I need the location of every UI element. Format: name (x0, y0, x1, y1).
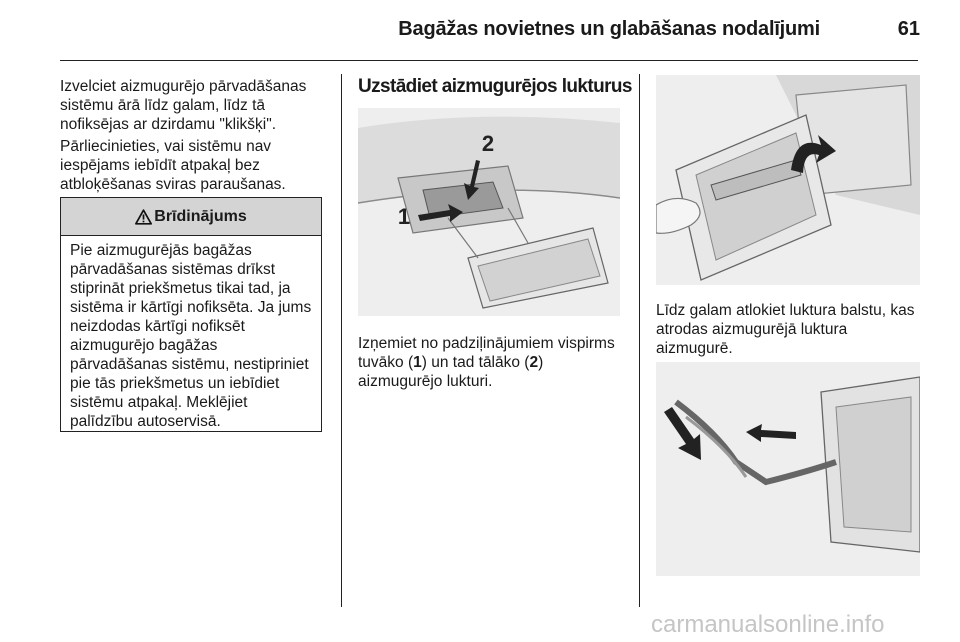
figure-label-1: 1 (397, 204, 411, 229)
column-divider-left (341, 74, 342, 607)
figure-remove-lights (358, 108, 620, 316)
warning-box (60, 197, 322, 432)
warning-header (61, 198, 321, 236)
warning-title: Brīdinājums (154, 207, 247, 225)
figure-bracket-detail (656, 362, 920, 576)
illustration-bracket-detail (656, 362, 920, 576)
illustration-unfold-light-bracket (656, 75, 920, 285)
caption-text: ) un tad tālāko ( (421, 354, 530, 371)
column-divider-right (639, 74, 640, 607)
caption-ref-1: 1 (413, 354, 422, 371)
check-paragraph: Pārliecinieties, vai sistēmu nav iespējams iebīdīt atpakaļ bez atbloķēšanas sviras paraušanas. (60, 138, 286, 193)
figure-label-2: 2 (481, 131, 495, 156)
warning-text: Pie aizmugurējās bagāžas pārvadāšanas sistēmas drīkst stiprināt priekšmetus tikai tad, ja sistēma ir kārtīgi nofiksēta. Ja jums neizdodas kārtīgi nofiksēt aizmugurējo bagāžas pārvadāšanas sistēmu, nestipriniet pie tās priekšmetus un iebīdiet sistēmu atpakaļ. Meklējiet palīdzību autoservisā. (70, 242, 312, 430)
page-number: 61 (897, 18, 920, 40)
section-heading: Uzstādiet aizmugurējos lukturus (358, 76, 632, 97)
warning-triangle-icon (135, 209, 152, 225)
illustration-rear-lights-removal (358, 108, 620, 316)
page-header-title: Bagāžas novietnes un glabāšanas nodalījumi (398, 18, 820, 40)
header-divider (60, 60, 918, 61)
figure-unfold-bracket (656, 75, 920, 285)
caption-text: Izņemiet no padziļinājumiem vispirms tuvāko ( (358, 335, 615, 371)
remove-lights-caption (358, 334, 628, 391)
intro-paragraph: Izvelciet aizmugurējo pārvadāšanas sistēmu ārā līdz galam, līdz tā nofiksējas ar dzirdamu "klikšķi". (60, 78, 307, 133)
watermark: carmanualsonline.info (651, 611, 885, 638)
caption-ref-2: 2 (529, 354, 539, 371)
unfold-bracket-caption: Līdz galam atlokiet luktura balstu, kas atrodas aizmugurējā luktura aizmugurē. (656, 302, 915, 357)
caption-text: ) aizmugurējo lukturi. (358, 354, 544, 390)
